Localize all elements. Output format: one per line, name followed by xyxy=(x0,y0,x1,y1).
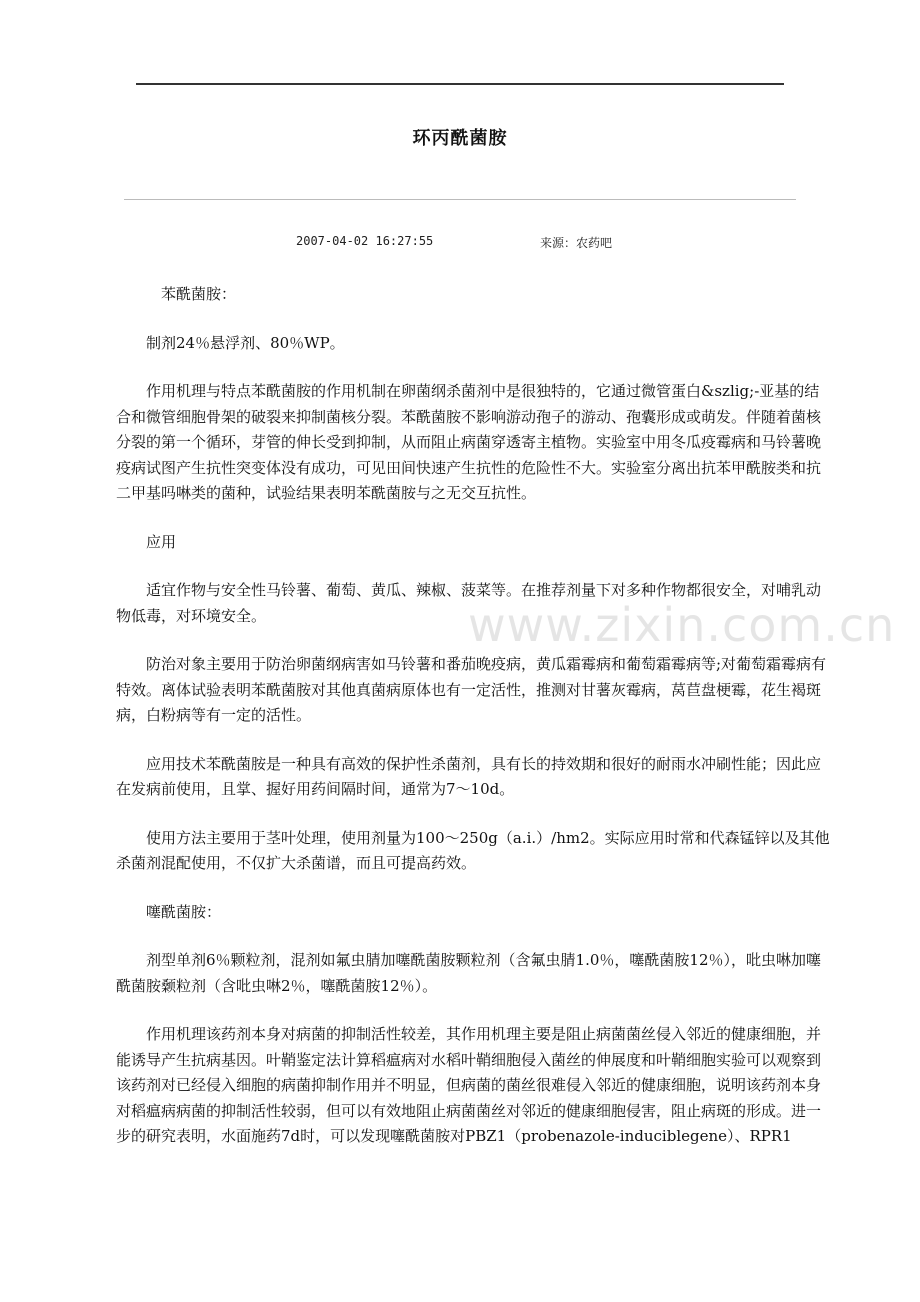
source-label: 来源：农药吧 xyxy=(540,236,613,250)
watermark: www.zixin.com.cn xyxy=(468,598,896,652)
paragraph: 应用 xyxy=(146,532,177,551)
article-body xyxy=(116,282,832,1173)
paragraph: 作用机理该药剂本身对病菌的抑制活性较差，其作用机理主要是阻止病菌菌丝侵入邻近的健康细胞，并能诱导产生抗病基因。叶鞘鉴定法计算稻瘟病对水稻叶鞘细胞侵入菌丝的伸展度和叶鞘细胞实验可以观察到该药剂对已经侵入细胞的病菌抑制作用并不明显，但病菌的菌丝很难侵入邻近的健康细胞，说明该药剂本身对稻瘟病病菌的抑制活性较弱，但可以有效地阻止病菌菌丝对邻近的健康细胞侵害，阻止病斑的形成。进一步的研究表明，水面施药7d时，可以发现噻酰菌胺对PBZ1（probenazole-induciblegene）、RPR1 xyxy=(116,1025,822,1145)
paragraph: 作用机理与特点苯酰菌胺的作用机制在卵菌纲杀菌剂中是很独特的，它通过微管蛋白&szlig;-亚基的结合和微管细胞骨架的破裂来抑制菌核分裂。苯酰菌胺不影响游动孢子的游动、孢囊形成或萌发。伴随着菌核分裂的第一个循环，芽管的伸长受到抑制，从而阻止病菌穿透寄主植物。实验室中用冬瓜疫霉病和马铃薯晚疫病试图产生抗性突变体没有成功，可见田间快速产生抗性的危险性不大。实验室分离出抗苯甲酰胺类和抗二甲基吗啉类的菌种，试验结果表明苯酰菌胺与之无交互抗性。 xyxy=(116,382,822,502)
paragraph: 适宜作物与安全性马铃薯、葡萄、黄瓜、辣椒、菠菜等。在推荐剂量下对多种作物都很安全，对哺乳动物低毒，对环境安全。 xyxy=(116,581,822,625)
publish-date: 2007-04-02 16:27:55 xyxy=(296,234,434,248)
paragraph: 苯酰菌胺： xyxy=(161,285,237,303)
top-divider xyxy=(136,83,784,85)
page-title: 环丙酰菌胺 xyxy=(412,128,508,149)
paragraph: 使用方法主要用于茎叶处理，使用剂量为100～250g（a.i.）/hm2。实际应用时常和代森锰锌以及其他杀菌剂混配使用，不仅扩大杀菌谱，而且可提高药效。 xyxy=(116,828,830,872)
paragraph: 应用技术苯酰菌胺是一种具有高效的保护性杀菌剂，具有长的持效期和很好的耐雨水冲刷性能；因此应在发病前使用，且掌、握好用药间隔时间，通常为7～10d。 xyxy=(116,754,822,798)
paragraph: 噻酰菌胺： xyxy=(146,902,222,921)
title-divider xyxy=(124,199,796,200)
paragraph: 制剂24％悬浮剂、80％WP。 xyxy=(146,333,345,352)
paragraph: 防治对象主要用于防治卵菌纲病害如马铃薯和番茄晚疫病，黄瓜霜霉病和葡萄霜霉病等;对葡萄霜霉病有特效。离体试验表明苯酰菌胺对其他真菌病原体也有一定活性，推测对甘薯灰霉病，莴苣盘梗霉，花生褐斑病，白粉病等有一定的活性。 xyxy=(116,655,827,724)
paragraph: 剂型单剂6％颗粒剂，混剂如氟虫腈加噻酰菌胺颗粒剂（含氟虫腈1.0％，噻酰菌胺12％），吡虫啉加噻酰菌胺颡粒剂（含吡虫啉2％，噻酰菌胺12％）。 xyxy=(116,951,821,995)
